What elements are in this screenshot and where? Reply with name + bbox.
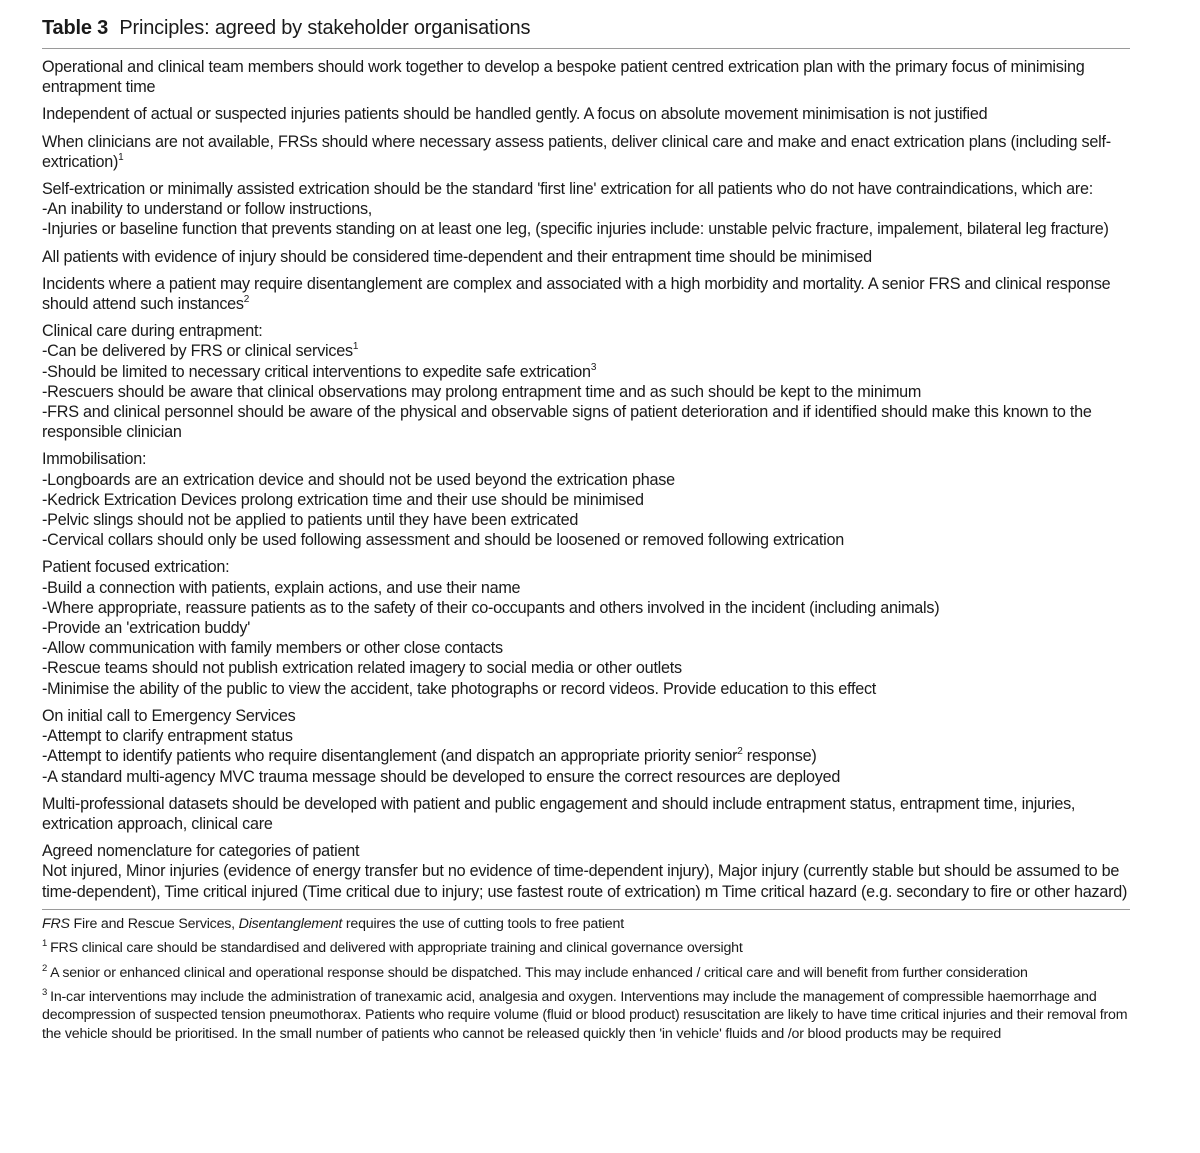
table-row: [42, 57, 1130, 97]
footnote-ref: 2: [737, 746, 743, 758]
row-line: [42, 510, 1130, 530]
footnote: [42, 939, 1130, 957]
table-row: [42, 274, 1130, 314]
row-text: -Where appropriate, reassure patients as to the safety of their co-occupants and others involved in the incident (including animals): [42, 598, 940, 617]
row-line: [42, 274, 1130, 314]
row-text: -An inability to understand or follow instructions,: [42, 200, 373, 219]
row-line: [42, 679, 1130, 699]
row-text: All patients with evidence of injury should be considered time-dependent and their entrapment time should be minimised: [42, 247, 872, 266]
footnote-mark: 2: [42, 962, 48, 974]
row-line: [42, 247, 1130, 267]
row-text: -Allow communication with family members or other close contacts: [42, 639, 503, 658]
row-text: Agreed nomenclature for categories of patient: [42, 842, 360, 861]
footnote-mark: 1: [42, 938, 48, 950]
footnote-text: A senior or enhanced clinical and operational response should be dispatched. This may include enhanced / critical care and will benefit from further consideration: [50, 964, 1028, 981]
row-line: [42, 706, 1130, 726]
footnote-mark: 3: [42, 986, 48, 998]
table-caption: [42, 14, 1130, 49]
table-3: [42, 14, 1130, 1049]
row-text: -Can be delivered by FRS or clinical services: [42, 342, 353, 361]
row-line: [42, 490, 1130, 510]
row-text: -Kedrick Extrication Devices prolong extrication time and their use should be minimised: [42, 490, 644, 509]
row-text: -Pelvic slings should not be applied to patients until they have been extricated: [42, 511, 579, 530]
table-row: [42, 557, 1130, 698]
row-line: [42, 132, 1130, 172]
row-line: [42, 57, 1130, 97]
row-line: [42, 767, 1130, 787]
row-text: Operational and clinical team members should work together to develop a bespoke patient centred extrication plan with the primary focus of minimising entrapment time: [42, 58, 1085, 97]
row-line: [42, 382, 1130, 402]
row-text: -Attempt to identify patients who require disentanglement (and dispatch an appropriate priority senior: [42, 747, 738, 766]
footnote-text: In-car interventions may include the administration of tranexamic acid, analgesia and oxygen. Interventions may include the management of compressible haemorrhage and decompression of suspected tension pneumothorax. Patients who require volume (fluid or blood product) resuscitation are likely to have time critical injuries and their removal from the vehicle should be prioritised. In the small number of patients who cannot be released quickly then 'in vehicle' fluids and /or blood products may be required: [42, 988, 1128, 1042]
row-line: [42, 470, 1130, 490]
row-text: -Provide an 'extrication buddy': [42, 619, 251, 638]
row-text: Incidents where a patient may require disentanglement are complex and associated with a high morbidity and mortality. A senior FRS and clinical response should attend such instances: [42, 274, 1111, 314]
abbrev-disentanglement: Disentanglement: [238, 915, 343, 932]
row-text: -Rescue teams should not publish extrication related imagery to social media or other outlets: [42, 659, 682, 678]
row-line: [42, 402, 1130, 442]
row-text: -Should be limited to necessary critical interventions to expedite safe extrication: [42, 362, 591, 381]
row-line: [42, 179, 1130, 199]
row-line: [42, 794, 1130, 834]
table-row: [42, 449, 1130, 550]
footnote-ref: 3: [590, 361, 597, 373]
table-row: [42, 104, 1130, 124]
row-line: [42, 449, 1130, 469]
row-line: [42, 658, 1130, 678]
row-text: When clinicians are not available, FRSs should where necessary assess patients, deliver clinical care and make and enact extrication plans (including self-extrication): [42, 132, 1111, 171]
row-line: [42, 104, 1130, 124]
row-text: Immobilisation:: [42, 450, 147, 469]
table-row: [42, 247, 1130, 267]
row-line: [42, 841, 1130, 861]
table-row: [42, 179, 1130, 240]
table-title: Principles: agreed by stakeholder organisations: [119, 17, 531, 39]
table-row: [42, 841, 1130, 902]
table-row: [42, 706, 1130, 787]
row-line: [42, 321, 1130, 341]
abbrev-frs-text: Fire and Rescue Services,: [69, 915, 239, 932]
row-text: Patient focused extrication:: [42, 558, 230, 577]
row-text: Multi-professional datasets should be developed with patient and public engagement and should include entrapment status, entrapment time, injuries, extrication approach, clinical care: [42, 794, 1076, 833]
row-text: -Cervical collars should only be used following assessment and should be loosened or removed following extrication: [42, 531, 845, 550]
row-text: Not injured, Minor injuries (evidence of energy transfer but no evidence of time-dependent injury), Major injury (currently stable but should be assumed to be time-dependent), Time critical injured (Time critical due to injury; use fastest route of extrication) m Time critical hazard (e.g. secondary to fire or other hazard): [42, 862, 1128, 901]
abbreviations-note: [42, 915, 1130, 933]
row-text: Self-extrication or minimally assisted extrication should be the standard 'first line' extrication for all patients who do not have contraindications, which are:: [42, 180, 1094, 199]
footnote-ref: 1: [118, 151, 124, 163]
table-row: [42, 794, 1130, 834]
row-text: -Rescuers should be aware that clinical observations may prolong entrapment time and as such should be kept to the minimum: [42, 382, 922, 401]
footnote-ref: 1: [352, 341, 359, 353]
row-line: [42, 219, 1130, 239]
row-line: [42, 726, 1130, 746]
table-footnotes: [42, 909, 1130, 1043]
footnote-list: [42, 939, 1130, 1043]
table-body: [42, 49, 1130, 902]
table-label: Table 3: [42, 17, 109, 39]
footnote: [42, 964, 1130, 982]
row-line: [42, 861, 1130, 901]
row-text: -Attempt to clarify entrapment status: [42, 727, 293, 746]
row-line: [42, 199, 1130, 219]
footnote-text: FRS clinical care should be standardised and delivered with appropriate training and clinical governance oversight: [50, 940, 743, 957]
row-text: -Longboards are an extrication device and should not be used beyond the extrication phase: [42, 470, 675, 489]
row-text-tail: response): [742, 747, 817, 766]
footnote: [42, 988, 1130, 1043]
row-line: [42, 530, 1130, 550]
row-line: [42, 598, 1130, 618]
table-row: [42, 321, 1130, 442]
row-line: [42, 578, 1130, 598]
abbrev-frs: FRS: [42, 915, 70, 932]
row-text: -A standard multi-agency MVC trauma message should be developed to ensure the correct resources are deployed: [42, 767, 841, 786]
row-text: -Injuries or baseline function that prevents standing on at least one leg, (specific injuries include: unstable pelvic fracture, impalement, bilateral leg fracture): [42, 220, 1109, 239]
row-text: -Build a connection with patients, explain actions, and use their name: [42, 578, 521, 597]
row-text: -Minimise the ability of the public to view the accident, take photographs or record videos. Provide education to this effect: [42, 679, 877, 698]
table-row: [42, 132, 1130, 172]
row-line: [42, 557, 1130, 577]
row-line: [42, 638, 1130, 658]
row-line: [42, 746, 1130, 766]
row-text: -FRS and clinical personnel should be aware of the physical and observable signs of patient deterioration and if identified should make this known to the responsible clinician: [42, 403, 1092, 442]
row-line: [42, 618, 1130, 638]
row-line: [42, 362, 1130, 382]
footnote-ref: 2: [243, 294, 250, 306]
row-text: Independent of actual or suspected injuries patients should be handled gently. A focus on absolute movement minimisation is not justified: [42, 105, 988, 124]
row-line: [42, 341, 1130, 361]
row-text: Clinical care during entrapment:: [42, 322, 263, 341]
row-text: On initial call to Emergency Services: [42, 706, 296, 725]
abbrev-disentanglement-text: requires the use of cutting tools to free patient: [342, 915, 624, 932]
